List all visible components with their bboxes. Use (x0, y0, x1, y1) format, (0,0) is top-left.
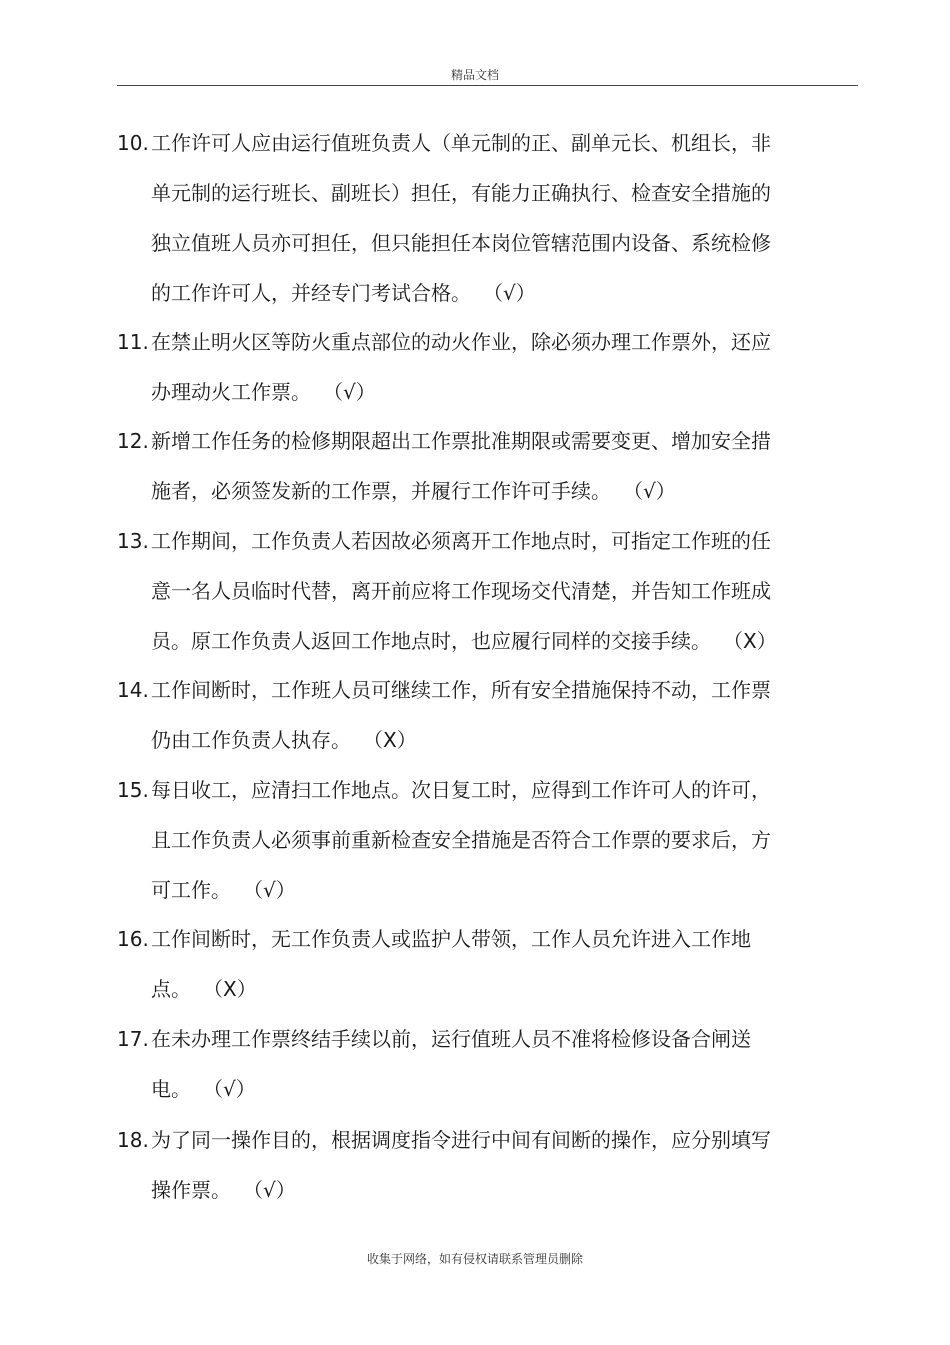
question-line (117, 964, 837, 1014)
page-header-title: 精品文档 (450, 68, 499, 82)
question-line (117, 218, 837, 268)
question-text-segment: 独立值班人员亦可担任，但只能担任本岗位管辖范围内设备、系统检修 (151, 231, 771, 255)
question-text-segment: 每日收工，应清扫工作地点。次日复工时，应得到工作许可人的许可， (151, 778, 771, 802)
question-line (117, 466, 837, 516)
question-item (117, 118, 837, 318)
question-text-segment: 员。原工作负责人返回工作地点时，也应履行同样的交接手续。 (151, 629, 711, 653)
question-text (151, 715, 417, 765)
page-footer: 收集于网络，如有侵权请联系管理员删除 (366, 1252, 583, 1266)
question-number: 10. (117, 131, 149, 155)
question-number: 15. (117, 778, 149, 802)
question-line (117, 416, 837, 466)
question-text-segment: 可工作。 (151, 878, 231, 902)
question-text-segment: 在禁止明火区等防火重点部位的动火作业，除必须办理工作票外，还应 (151, 330, 771, 354)
question-text (151, 964, 257, 1014)
question-text-segment: 办理动火工作票。 (151, 380, 311, 404)
question-text (151, 218, 771, 268)
answer-mark: （√） (213, 1077, 256, 1101)
question-line (117, 865, 837, 915)
question-number: 18. (117, 1128, 149, 1152)
answer-mark: （√） (253, 878, 296, 902)
question-item (117, 665, 837, 765)
answer-mark: （√） (253, 1178, 296, 1202)
question-item (117, 416, 837, 516)
question-text-segment: 施者，必须签发新的工作票，并履行工作许可手续。 (151, 479, 611, 503)
question-item (117, 914, 837, 1014)
question-line (117, 1064, 837, 1114)
question-text (151, 566, 771, 616)
question-number: 14. (117, 678, 149, 702)
question-line (117, 616, 837, 666)
question-text-segment: 工作期间，工作负责人若因故必须离开工作地点时，可指定工作班的任 (151, 529, 771, 553)
question-text-segment: 为了同一操作目的，根据调度指令进行中间有间断的操作，应分别填写 (151, 1128, 771, 1152)
question-text (151, 168, 771, 218)
question-line (117, 516, 837, 566)
answer-mark: （X） (213, 977, 257, 1001)
question-line (117, 268, 837, 318)
question-text-segment: 操作票。 (151, 1178, 231, 1202)
question-text (151, 865, 296, 915)
question-line (117, 815, 837, 865)
question-text (151, 317, 771, 367)
question-item (117, 1115, 837, 1215)
question-text (151, 914, 751, 964)
question-text (151, 665, 771, 715)
question-text (151, 1165, 296, 1215)
question-text (151, 516, 771, 566)
question-text (151, 1014, 751, 1064)
question-number: 12. (117, 429, 149, 453)
answer-mark: （√） (333, 380, 376, 404)
question-text-segment: 仍由工作负责人执存。 (151, 728, 351, 752)
question-line (117, 1115, 837, 1165)
question-text (151, 367, 376, 417)
question-line (117, 118, 837, 168)
question-text (151, 765, 771, 815)
question-text-segment: 且工作负责人必须事前重新检查安全措施是否符合工作票的要求后，方 (151, 828, 771, 852)
question-item (117, 317, 837, 417)
question-text-segment: 电。 (151, 1077, 191, 1101)
question-text-segment: 工作许可人应由运行值班负责人（单元制的正、副单元长、机组长，非 (151, 131, 771, 155)
question-number: 13. (117, 529, 149, 553)
question-text (151, 118, 771, 168)
question-line (117, 914, 837, 964)
question-line (117, 1165, 837, 1215)
question-line (117, 715, 837, 765)
question-text (151, 1064, 256, 1114)
question-line (117, 317, 837, 367)
answer-mark: （X） (373, 728, 417, 752)
answer-mark: （X） (733, 629, 777, 653)
question-line (117, 1014, 837, 1064)
question-line (117, 367, 837, 417)
question-line (117, 665, 837, 715)
question-text-segment: 意一名人员临时代替，离开前应将工作现场交代清楚，并告知工作班成 (151, 579, 771, 603)
header-divider (117, 85, 858, 86)
question-text-segment: 的工作许可人，并经专门考试合格。 (151, 281, 471, 305)
question-text (151, 1115, 771, 1165)
question-text (151, 616, 777, 666)
question-text (151, 466, 676, 516)
question-text (151, 815, 771, 865)
question-number: 16. (117, 927, 149, 951)
question-item (117, 765, 837, 915)
question-line (117, 566, 837, 616)
question-text (151, 268, 536, 318)
question-number: 17. (117, 1027, 149, 1051)
question-text-segment: 新增工作任务的检修期限超出工作票批准期限或需要变更、增加安全措 (151, 429, 771, 453)
question-item (117, 516, 837, 666)
question-number: 11. (117, 330, 149, 354)
question-text-segment: 在未办理工作票终结手续以前，运行值班人员不准将检修设备合闸送 (151, 1027, 751, 1051)
question-text-segment: 工作间断时，工作班人员可继续工作，所有安全措施保持不动，工作票 (151, 678, 771, 702)
question-text-segment: 工作间断时，无工作负责人或监护人带领，工作人员允许进入工作地 (151, 927, 751, 951)
question-text-segment: 单元制的运行班长、副班长）担任，有能力正确执行、检查安全措施的 (151, 181, 771, 205)
answer-mark: （√） (493, 281, 536, 305)
question-item (117, 1014, 837, 1114)
answer-mark: （√） (633, 479, 676, 503)
question-text (151, 416, 771, 466)
question-line (117, 168, 837, 218)
question-text-segment: 点。 (151, 977, 191, 1001)
question-line (117, 765, 837, 815)
